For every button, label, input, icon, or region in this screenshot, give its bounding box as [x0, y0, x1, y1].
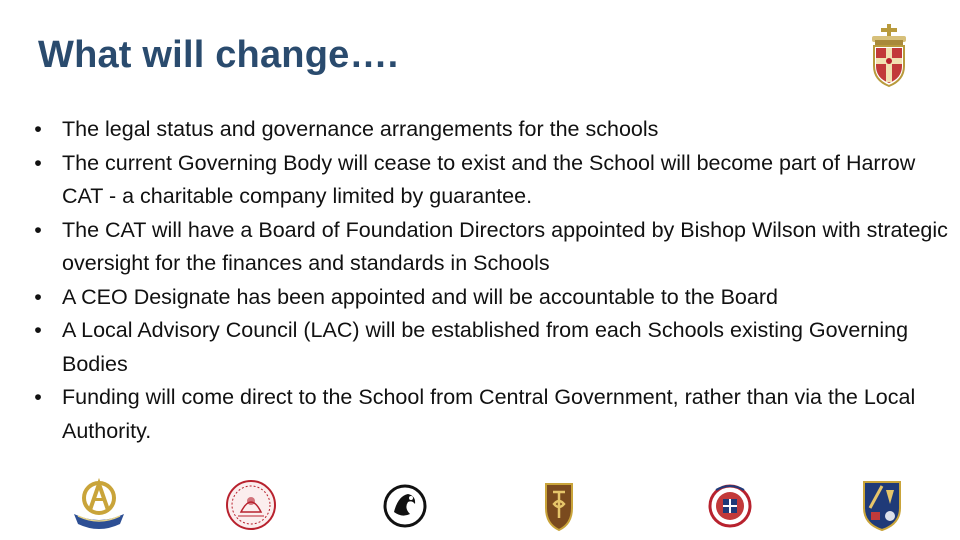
- bullet-marker: •: [34, 217, 42, 242]
- school-crest-1-icon: [70, 478, 128, 532]
- bullet-text: A CEO Designate has been appointed and will be accountable to the Board: [62, 284, 778, 309]
- bullet-list: [28, 113, 948, 448]
- school-logos-row: [0, 478, 960, 538]
- school-crest-2-icon: [224, 478, 278, 532]
- bullet-marker: •: [34, 385, 42, 409]
- bullet-marker: •: [34, 150, 42, 175]
- bullet-item: [28, 113, 948, 147]
- bullet-text: Funding will come direct to the School from Central Government, rather than via the Local Authority.: [62, 385, 916, 443]
- bullet-text: The legal status and governance arrangements for the schools: [62, 117, 659, 141]
- bullet-text: A Local Advisory Council (LAC) will be established from each Schools existing Governing Bodies: [62, 318, 909, 376]
- school-crest-4-icon: [544, 478, 574, 532]
- bullet-text: The CAT will have a Board of Foundation Directors appointed by Bishop Wilson with strategic oversight for the finances and standards in Schools: [62, 217, 948, 275]
- bullet-item: [28, 314, 948, 381]
- bullet-marker: •: [34, 117, 42, 141]
- bullet-marker: •: [34, 318, 42, 342]
- school-crest-6-icon: [862, 478, 902, 532]
- bullet-item: [28, 214, 948, 281]
- school-crest-5-icon: [708, 478, 752, 532]
- bullet-item: [28, 381, 948, 448]
- bullet-marker: •: [34, 284, 42, 309]
- bullet-item: [28, 147, 948, 214]
- school-crest-3-icon: [382, 478, 428, 532]
- bullet-text: The current Governing Body will cease to exist and the School will become part of Harrow CAT - a charitable company limited by guarantee.: [62, 150, 916, 208]
- diocese-crest-icon: [866, 22, 912, 90]
- bullet-item: [28, 281, 948, 315]
- slide-title: What will change….: [38, 34, 399, 76]
